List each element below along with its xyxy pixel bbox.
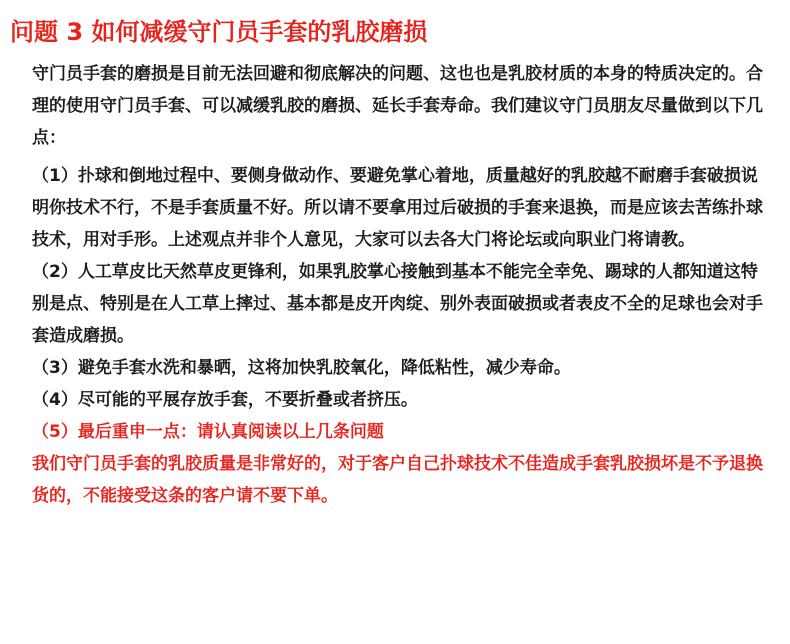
- page-title: 问题 3 如何减缓守门员手套的乳胶磨损: [10, 18, 428, 46]
- intro-paragraph: 守门员手套的磨损是目前无法回避和彻底解决的问题、这也也是乳胶材质的本身的特质决定的。合理的使用守门员手套、可以减缓乳胶的磨损、延长手套寿命。我们建议守门员朋友尽量做到以下几点：: [32, 64, 763, 148]
- point-3-paragraph: （3）避免手套水洗和暴晒，这将加快乳胶氧化，降低粘性，减少寿命。: [32, 358, 571, 378]
- point-2-paragraph: （2）人工草皮比天然草皮更锋利，如果乳胶掌心接触到基本不能完全幸免、踢球的人都知道这特别是点、特别是在人工草上摔过、基本都是皮开肉绽、别外表面破损或者表皮不全的足球也会对手套造成磨损。: [32, 262, 763, 346]
- article-body: [32, 58, 772, 512]
- final-point-heading: （5）最后重申一点：请认真阅读以上几条问题: [32, 422, 384, 442]
- final-point-warning: 我们守门员手套的乳胶质量是非常好的，对于客户自己扑球技术不佳造成手套乳胶损坏是不予退换货的，不能接受这条的客户请不要下单。: [32, 454, 763, 506]
- point-4-paragraph: （4）尽可能的平展存放手套，不要折叠或者挤压。: [32, 390, 418, 410]
- point-1-paragraph: （1）扑球和倒地过程中、要侧身做动作、要避免掌心着地，质量越好的乳胶越不耐磨手套破损说明你技术不行，不是手套质量不好。所以请不要拿用过后破损的手套来退换，而是应该去苦练扑球技术，用对手形。上述观点并非个人意见，大家可以去各大门将论坛或向职业门将请教。: [32, 166, 763, 250]
